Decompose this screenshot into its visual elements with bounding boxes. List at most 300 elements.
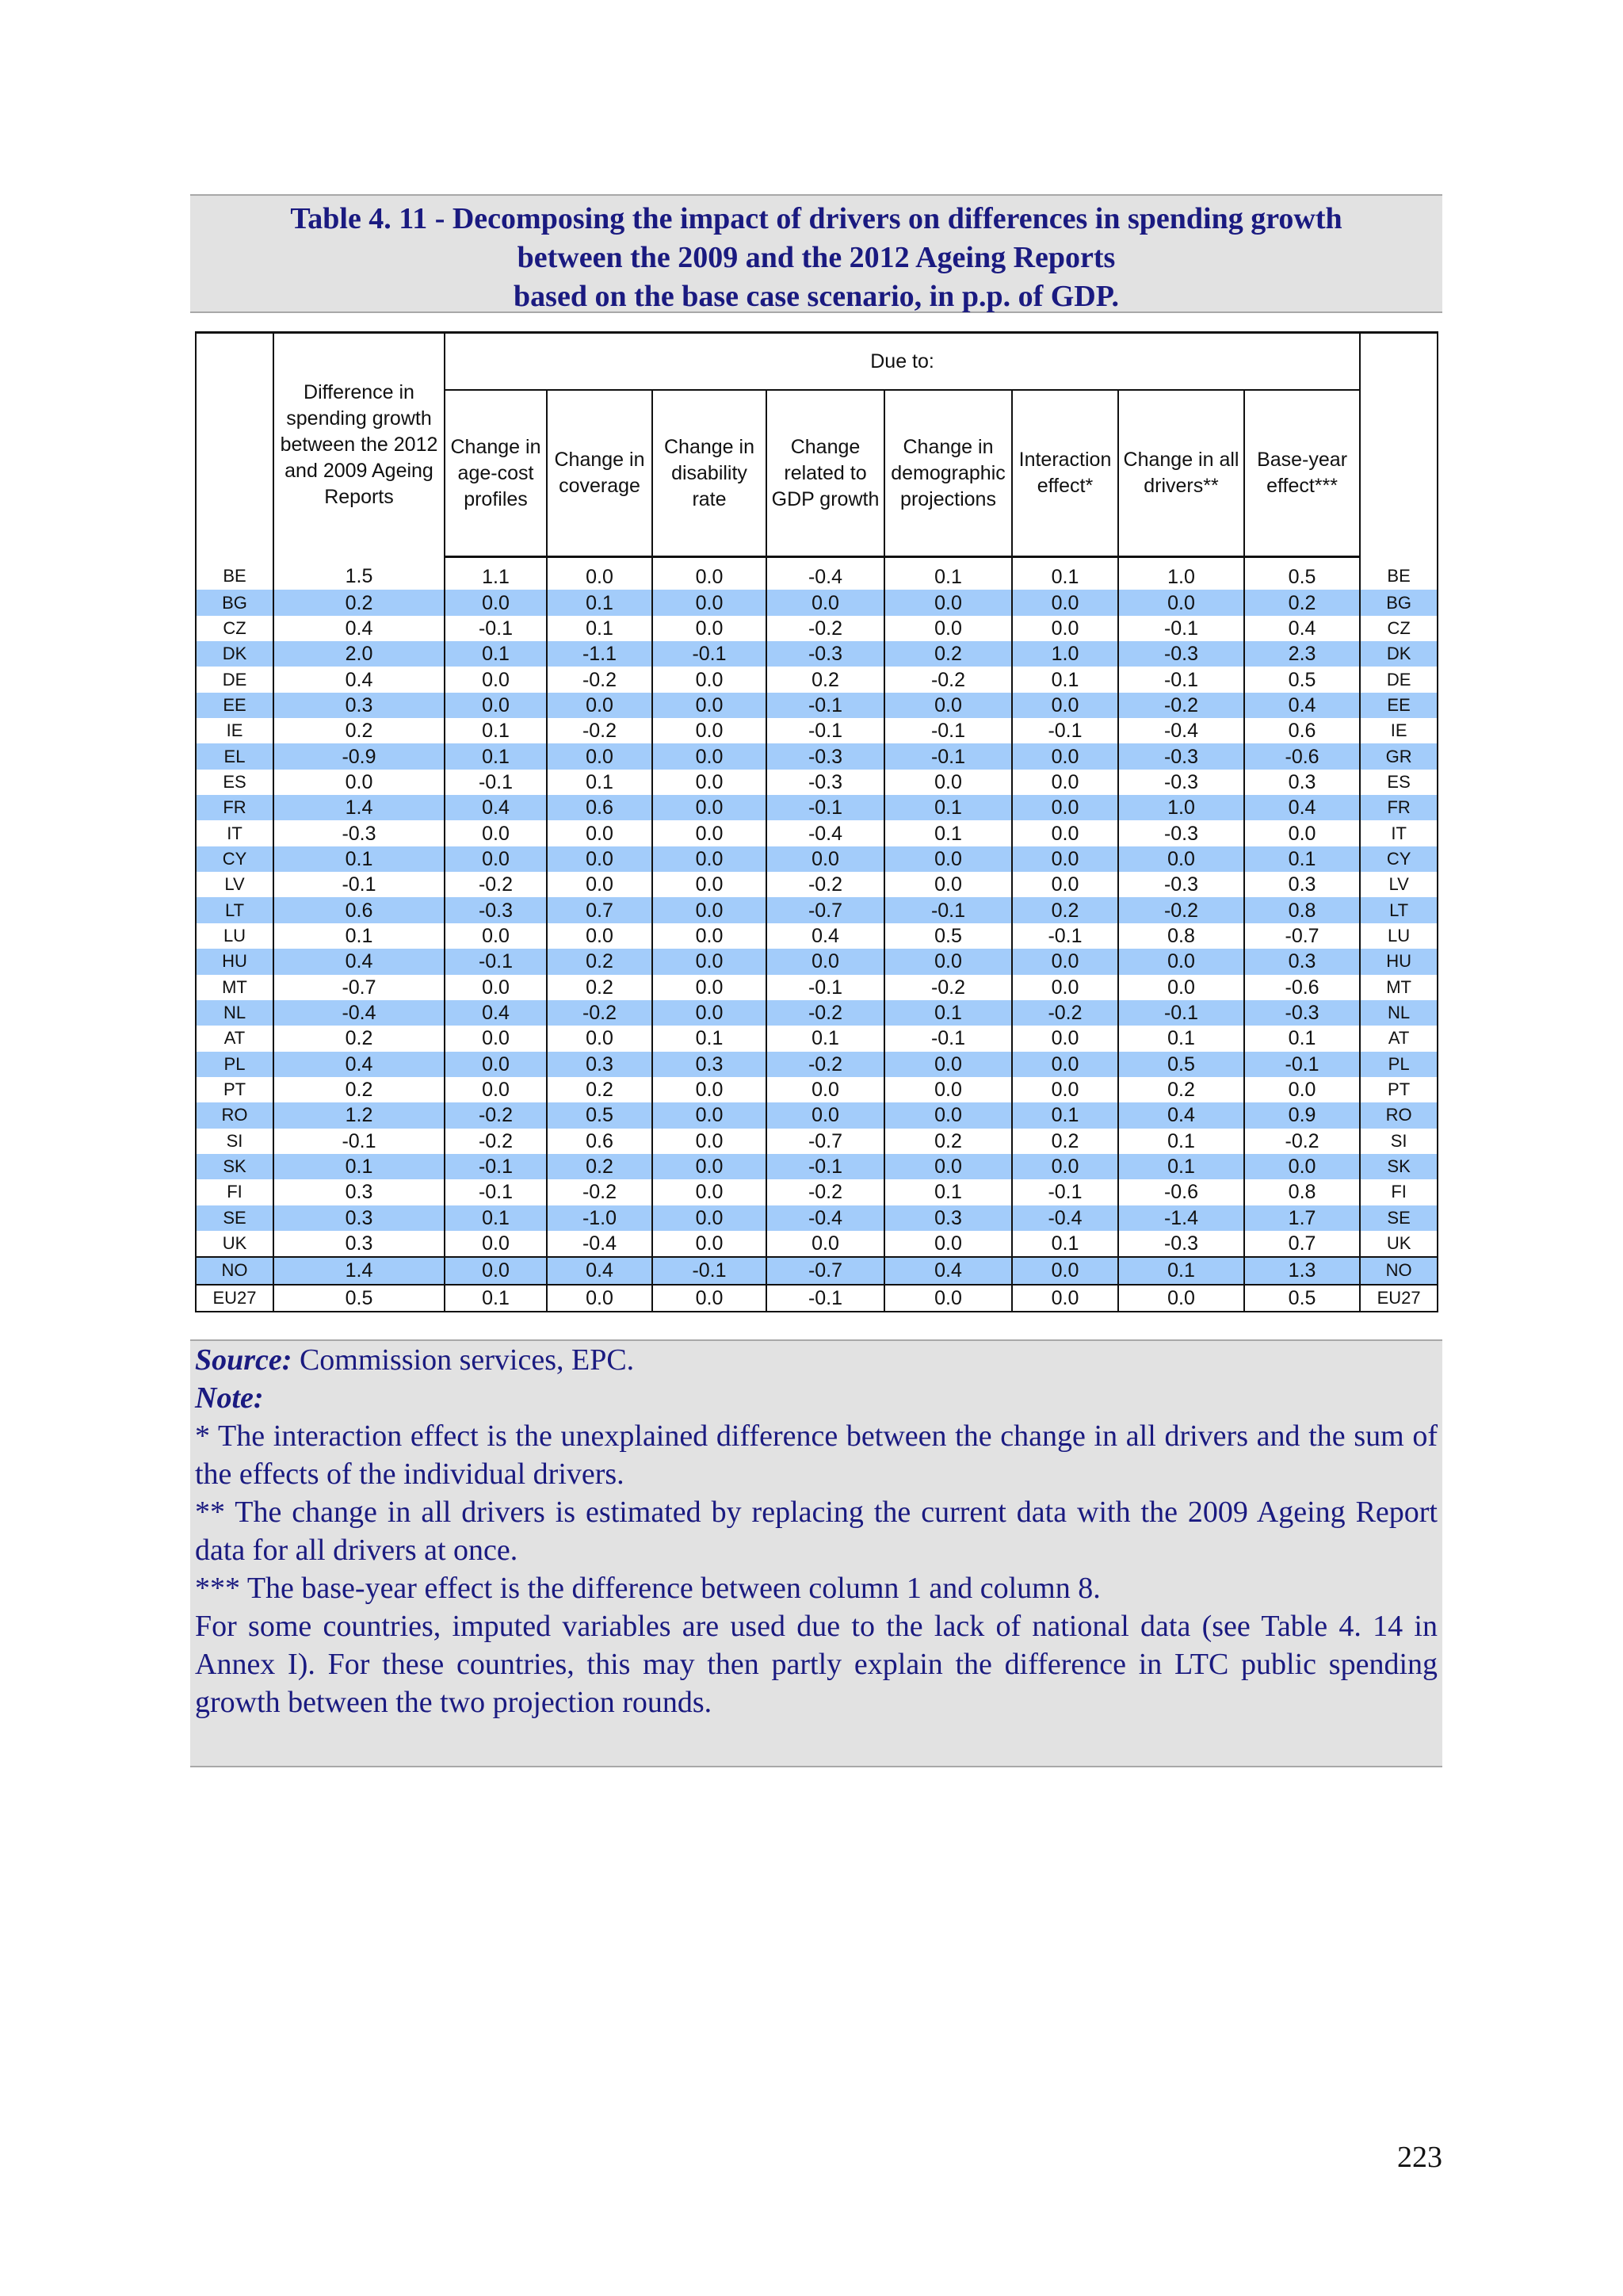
value-cell: 0.1 [445, 641, 547, 667]
table-row [196, 1052, 1438, 1077]
value-cell: -0.1 [766, 1285, 884, 1312]
value-cell: -0.1 [1118, 616, 1244, 641]
value-cell: 0.0 [445, 820, 547, 846]
value-cell: 0.4 [273, 616, 445, 641]
table-row [196, 718, 1438, 743]
country-code: NO [196, 1257, 273, 1284]
value-cell: 0.0 [884, 590, 1012, 615]
country-code-right: RO [1360, 1102, 1438, 1128]
value-cell: 0.0 [1118, 846, 1244, 872]
value-cell: 0.9 [1244, 1102, 1360, 1128]
table-row [196, 1000, 1438, 1026]
value-cell: 1.3 [1244, 1257, 1360, 1284]
value-cell: -0.3 [273, 820, 445, 846]
value-cell: 0.0 [884, 1231, 1012, 1257]
value-cell: 0.4 [1244, 693, 1360, 718]
note-interaction: * The interaction effect is the unexplained difference between the change in all drivers and the sum of the effects of the individual drivers. [195, 1419, 1438, 1491]
value-cell: -0.2 [766, 1052, 884, 1077]
value-cell: -0.4 [1012, 1205, 1118, 1231]
table-row [196, 1154, 1438, 1179]
source-label: Source: [195, 1343, 292, 1377]
value-cell: 0.1 [1012, 667, 1118, 692]
table-body [196, 557, 1438, 1312]
value-cell: 0.0 [1012, 975, 1118, 1000]
value-cell: 0.0 [1012, 795, 1118, 820]
value-cell: 0.2 [273, 718, 445, 743]
table-row [196, 949, 1438, 974]
country-code: SE [196, 1205, 273, 1231]
country-code: ES [196, 770, 273, 795]
value-cell: 0.5 [1244, 667, 1360, 692]
value-cell: -0.3 [766, 770, 884, 795]
value-cell: 0.0 [1012, 820, 1118, 846]
value-cell: 0.0 [652, 1000, 766, 1026]
note-label-line [195, 1379, 1438, 1417]
country-code: EU27 [196, 1285, 273, 1312]
table-row [196, 590, 1438, 615]
value-cell: 0.4 [1244, 795, 1360, 820]
value-cell: 0.1 [766, 1026, 884, 1051]
value-cell: -0.3 [1118, 820, 1244, 846]
value-cell: 0.4 [273, 949, 445, 974]
value-cell: 1.7 [1244, 1205, 1360, 1231]
value-cell: -0.2 [766, 1179, 884, 1205]
value-cell: 0.1 [1012, 1102, 1118, 1128]
value-cell: 0.0 [445, 1077, 547, 1102]
value-cell: 0.0 [445, 846, 547, 872]
country-code: HU [196, 949, 273, 974]
value-cell: 0.0 [1012, 770, 1118, 795]
value-cell: 0.0 [445, 1026, 547, 1051]
value-cell: 0.0 [652, 693, 766, 718]
header-corner-left [196, 333, 273, 557]
value-cell: 0.1 [884, 795, 1012, 820]
value-cell: 0.5 [1118, 1052, 1244, 1077]
country-code-right: PL [1360, 1052, 1438, 1077]
value-cell: 0.1 [445, 718, 547, 743]
value-cell: -0.1 [273, 1129, 445, 1154]
table-row [196, 1026, 1438, 1051]
value-cell: 0.0 [1012, 616, 1118, 641]
value-cell: 0.2 [766, 667, 884, 692]
table-row [196, 1231, 1438, 1257]
country-code-right: FR [1360, 795, 1438, 820]
value-cell: 0.4 [547, 1257, 652, 1284]
header-interaction: Interaction effect* [1012, 390, 1118, 557]
value-cell: 0.4 [445, 795, 547, 820]
value-cell: 0.0 [1012, 1154, 1118, 1179]
value-cell: -0.3 [1118, 872, 1244, 897]
table-row [196, 693, 1438, 718]
value-cell: -0.9 [273, 743, 445, 769]
value-cell: -0.2 [884, 975, 1012, 1000]
value-cell: 0.0 [652, 1077, 766, 1102]
value-cell: 1.5 [273, 557, 445, 590]
value-cell: 0.0 [652, 590, 766, 615]
value-cell: -0.3 [1118, 1231, 1244, 1257]
value-cell: -0.1 [1244, 1052, 1360, 1077]
value-cell: 0.0 [766, 949, 884, 974]
value-cell: 0.0 [1012, 1052, 1118, 1077]
table-row [196, 975, 1438, 1000]
value-cell: -0.1 [445, 770, 547, 795]
value-cell: 0.4 [1244, 616, 1360, 641]
table-row [196, 557, 1438, 590]
header-demographic: Change in demographic projections [884, 390, 1012, 557]
country-code-right: PT [1360, 1077, 1438, 1102]
country-code: FR [196, 795, 273, 820]
value-cell: -0.2 [547, 667, 652, 692]
value-cell: 0.0 [547, 872, 652, 897]
value-cell: 0.1 [884, 820, 1012, 846]
value-cell: 0.2 [1012, 1129, 1118, 1154]
value-cell: 0.0 [652, 770, 766, 795]
value-cell: 0.0 [766, 590, 884, 615]
country-code: AT [196, 1026, 273, 1051]
country-code-right: NO [1360, 1257, 1438, 1284]
country-code: NL [196, 1000, 273, 1026]
country-code-right: DE [1360, 667, 1438, 692]
value-cell: 0.3 [1244, 949, 1360, 974]
title-line-3: based on the base case scenario, in p.p. of GDP. [514, 280, 1119, 313]
value-cell: 0.1 [445, 1285, 547, 1312]
table-row [196, 743, 1438, 769]
value-cell: -0.1 [1012, 1179, 1118, 1205]
value-cell: 0.0 [652, 557, 766, 590]
header-base-year: Base-year effect*** [1244, 390, 1360, 557]
value-cell: -0.2 [766, 616, 884, 641]
value-cell: 0.1 [1118, 1026, 1244, 1051]
value-cell: 1.1 [445, 557, 547, 590]
value-cell: 0.1 [1012, 557, 1118, 590]
value-cell: -0.1 [884, 718, 1012, 743]
value-cell: -0.4 [1118, 718, 1244, 743]
value-cell: -0.1 [445, 1179, 547, 1205]
country-code-right: EU27 [1360, 1285, 1438, 1312]
value-cell: -0.1 [1012, 718, 1118, 743]
value-cell: 1.4 [273, 795, 445, 820]
table-row [196, 770, 1438, 795]
value-cell: 0.0 [652, 667, 766, 692]
country-code: CZ [196, 616, 273, 641]
value-cell: 0.0 [1118, 975, 1244, 1000]
country-code-right: GR [1360, 743, 1438, 769]
value-cell: 0.3 [1244, 872, 1360, 897]
value-cell: -0.2 [1118, 693, 1244, 718]
value-cell: 2.0 [273, 641, 445, 667]
value-cell: 0.0 [1012, 1077, 1118, 1102]
value-cell: -0.2 [1244, 1129, 1360, 1154]
value-cell: 0.0 [652, 949, 766, 974]
value-cell: 0.5 [547, 1102, 652, 1128]
value-cell: 0.1 [547, 590, 652, 615]
value-cell: 0.2 [884, 1129, 1012, 1154]
value-cell: -0.3 [1118, 743, 1244, 769]
value-cell: 2.3 [1244, 641, 1360, 667]
value-cell: 0.0 [884, 693, 1012, 718]
value-cell: 0.0 [766, 846, 884, 872]
value-cell: -0.2 [445, 1102, 547, 1128]
value-cell: 0.0 [766, 1077, 884, 1102]
value-cell: 0.0 [652, 1102, 766, 1128]
value-cell: 0.8 [1244, 1179, 1360, 1205]
value-cell: 0.1 [445, 743, 547, 769]
value-cell: 0.0 [1244, 820, 1360, 846]
value-cell: -0.2 [445, 872, 547, 897]
value-cell: 0.8 [1118, 923, 1244, 949]
value-cell: 1.0 [1118, 557, 1244, 590]
value-cell: 0.6 [547, 795, 652, 820]
country-code: SK [196, 1154, 273, 1179]
value-cell: 0.2 [273, 1077, 445, 1102]
country-code: IT [196, 820, 273, 846]
country-code-right: LT [1360, 897, 1438, 923]
value-cell: 0.3 [884, 1205, 1012, 1231]
value-cell: 0.0 [273, 770, 445, 795]
country-code-right: SE [1360, 1205, 1438, 1231]
value-cell: 0.0 [884, 872, 1012, 897]
value-cell: 0.4 [766, 923, 884, 949]
value-cell: -0.3 [766, 641, 884, 667]
value-cell: 0.2 [1244, 590, 1360, 615]
value-cell: 0.4 [884, 1257, 1012, 1284]
value-cell: -0.1 [652, 1257, 766, 1284]
value-cell: -0.2 [547, 1179, 652, 1205]
value-cell: -0.1 [884, 897, 1012, 923]
country-code: FI [196, 1179, 273, 1205]
value-cell: -0.4 [766, 1205, 884, 1231]
country-code: CY [196, 846, 273, 872]
value-cell: 0.0 [884, 1052, 1012, 1077]
value-cell: 0.1 [547, 616, 652, 641]
value-cell: 0.0 [1012, 1026, 1118, 1051]
value-cell: 0.0 [766, 1102, 884, 1128]
value-cell: 0.0 [445, 975, 547, 1000]
country-code-right: ES [1360, 770, 1438, 795]
value-cell: -0.1 [1118, 1000, 1244, 1026]
value-cell: 0.5 [1244, 1285, 1360, 1312]
value-cell: 0.2 [547, 1077, 652, 1102]
value-cell: 0.1 [1244, 1026, 1360, 1051]
value-cell: 0.0 [1244, 1154, 1360, 1179]
header-difference: Difference in spending growth between the 2012 and 2009 Ageing Reports [273, 333, 445, 557]
value-cell: 0.0 [652, 795, 766, 820]
country-code-right: LV [1360, 872, 1438, 897]
value-cell: 0.3 [652, 1052, 766, 1077]
country-code: UK [196, 1231, 273, 1257]
country-code-right: UK [1360, 1231, 1438, 1257]
value-cell: 0.0 [884, 846, 1012, 872]
table-row [196, 1077, 1438, 1102]
value-cell: 0.0 [1012, 743, 1118, 769]
value-cell: 0.0 [1244, 1077, 1360, 1102]
table-row [196, 1129, 1438, 1154]
page-number: 223 [1397, 2141, 1442, 2174]
country-code-right: FI [1360, 1179, 1438, 1205]
header-due-to: Due to: [445, 333, 1360, 391]
notes-box [190, 1339, 1442, 1767]
value-cell: -0.3 [766, 743, 884, 769]
value-cell: 0.2 [547, 1154, 652, 1179]
value-cell: 0.4 [273, 667, 445, 692]
value-cell: -0.6 [1244, 975, 1360, 1000]
table-row [196, 795, 1438, 820]
value-cell: 0.7 [547, 897, 652, 923]
value-cell: 0.0 [1012, 949, 1118, 974]
value-cell: 0.0 [547, 1285, 652, 1312]
header-disability: Change in disability rate [652, 390, 766, 557]
table-row [196, 641, 1438, 667]
value-cell: -0.3 [1118, 641, 1244, 667]
value-cell: 0.0 [884, 949, 1012, 974]
country-code-right: EE [1360, 693, 1438, 718]
value-cell: 0.1 [1118, 1129, 1244, 1154]
country-code: EL [196, 743, 273, 769]
table-row [196, 846, 1438, 872]
value-cell: -0.3 [1118, 770, 1244, 795]
value-cell: -0.7 [766, 897, 884, 923]
value-cell: 0.0 [445, 1257, 547, 1284]
country-code-right: DK [1360, 641, 1438, 667]
value-cell: 0.0 [1118, 1285, 1244, 1312]
value-cell: 0.0 [445, 667, 547, 692]
value-cell: 0.8 [1244, 897, 1360, 923]
value-cell: 0.0 [652, 975, 766, 1000]
country-code: SI [196, 1129, 273, 1154]
value-cell: 0.0 [1012, 1285, 1118, 1312]
country-code-right: IT [1360, 820, 1438, 846]
value-cell: 0.1 [547, 770, 652, 795]
value-cell: -0.2 [766, 1000, 884, 1026]
value-cell: -0.7 [766, 1129, 884, 1154]
value-cell: -0.6 [1244, 743, 1360, 769]
header-gdp-growth: Change related to GDP growth [766, 390, 884, 557]
value-cell: 0.0 [547, 693, 652, 718]
value-cell: 0.1 [1118, 1257, 1244, 1284]
value-cell: -0.1 [445, 616, 547, 641]
table-title [190, 194, 1442, 313]
header-age-cost: Change in age-cost profiles [445, 390, 547, 557]
value-cell: 0.5 [884, 923, 1012, 949]
value-cell: 0.0 [547, 923, 652, 949]
country-code: LT [196, 897, 273, 923]
note-all-drivers: ** The change in all drivers is estimated by replacing the current data with the 2009 Ageing Report data for all drivers at once. [195, 1496, 1438, 1567]
value-cell: 0.2 [1012, 897, 1118, 923]
title-line-2: between the 2009 and the 2012 Ageing Reports [517, 241, 1116, 274]
value-cell: 0.0 [1012, 846, 1118, 872]
country-code-right: HU [1360, 949, 1438, 974]
value-cell: 0.1 [884, 557, 1012, 590]
header-all-drivers: Change in all drivers** [1118, 390, 1244, 557]
value-cell: 0.1 [884, 1000, 1012, 1026]
value-cell: 0.4 [1118, 1102, 1244, 1128]
value-cell: -0.7 [273, 975, 445, 1000]
value-cell: -0.2 [547, 1000, 652, 1026]
value-cell: 0.0 [884, 770, 1012, 795]
value-cell: 0.0 [547, 1026, 652, 1051]
country-code: DE [196, 667, 273, 692]
value-cell: -0.3 [1244, 1000, 1360, 1026]
value-cell: -0.7 [1244, 923, 1360, 949]
value-cell: 0.1 [273, 846, 445, 872]
value-cell: 0.0 [652, 1129, 766, 1154]
value-cell: -0.1 [445, 1154, 547, 1179]
value-cell: 0.1 [1012, 1231, 1118, 1257]
value-cell: 0.0 [766, 1231, 884, 1257]
value-cell: -0.1 [884, 1026, 1012, 1051]
note-base-year: *** The base-year effect is the difference between column 1 and column 8. [195, 1572, 1101, 1605]
value-cell: -0.2 [547, 718, 652, 743]
table-row [196, 1102, 1438, 1128]
value-cell: 0.1 [652, 1026, 766, 1051]
value-cell: -0.4 [766, 820, 884, 846]
value-cell: -0.7 [766, 1257, 884, 1284]
value-cell: -0.1 [1012, 923, 1118, 949]
country-code-right: BG [1360, 590, 1438, 615]
value-cell: -0.1 [273, 872, 445, 897]
value-cell: -0.2 [766, 872, 884, 897]
table-row [196, 923, 1438, 949]
value-cell: -0.4 [273, 1000, 445, 1026]
value-cell: 0.5 [1244, 557, 1360, 590]
value-cell: 0.0 [445, 923, 547, 949]
value-cell: 0.0 [884, 1077, 1012, 1102]
value-cell: 1.0 [1012, 641, 1118, 667]
value-cell: -1.4 [1118, 1205, 1244, 1231]
country-code-right: SI [1360, 1129, 1438, 1154]
value-cell: 0.0 [445, 693, 547, 718]
value-cell: 0.0 [652, 616, 766, 641]
note-label: Note: [195, 1381, 264, 1415]
value-cell: 0.6 [1244, 718, 1360, 743]
value-cell: 0.2 [273, 1026, 445, 1051]
country-code-right: CZ [1360, 616, 1438, 641]
value-cell: 0.0 [547, 820, 652, 846]
value-cell: 0.1 [1118, 1154, 1244, 1179]
country-code: RO [196, 1102, 273, 1128]
country-code: MT [196, 975, 273, 1000]
value-cell: 0.0 [1118, 590, 1244, 615]
value-cell: 1.2 [273, 1102, 445, 1128]
value-cell: 0.0 [1012, 693, 1118, 718]
value-cell: 0.1 [884, 1179, 1012, 1205]
value-cell: 0.0 [547, 557, 652, 590]
value-cell: 0.5 [273, 1285, 445, 1312]
value-cell: 0.0 [445, 1052, 547, 1077]
value-cell: 0.7 [1244, 1231, 1360, 1257]
table-row [196, 667, 1438, 692]
value-cell: 0.0 [445, 590, 547, 615]
value-cell: -0.2 [445, 1129, 547, 1154]
value-cell: 0.0 [652, 1285, 766, 1312]
value-cell: 0.3 [1244, 770, 1360, 795]
value-cell: -0.1 [884, 743, 1012, 769]
value-cell: 0.0 [884, 1285, 1012, 1312]
value-cell: 0.2 [273, 590, 445, 615]
value-cell: 0.1 [445, 1205, 547, 1231]
value-cell: -0.4 [766, 557, 884, 590]
country-code: PL [196, 1052, 273, 1077]
table-row [196, 1179, 1438, 1205]
value-cell: 0.0 [652, 1154, 766, 1179]
value-cell: 0.0 [1012, 1257, 1118, 1284]
value-cell: 0.0 [884, 616, 1012, 641]
value-cell: 0.0 [884, 1102, 1012, 1128]
value-cell: 0.0 [884, 1154, 1012, 1179]
table-row [196, 616, 1438, 641]
title-line-1: Table 4. 11 - Decomposing the impact of drivers on differences in spending growth [290, 202, 1342, 235]
value-cell: 0.0 [652, 1231, 766, 1257]
